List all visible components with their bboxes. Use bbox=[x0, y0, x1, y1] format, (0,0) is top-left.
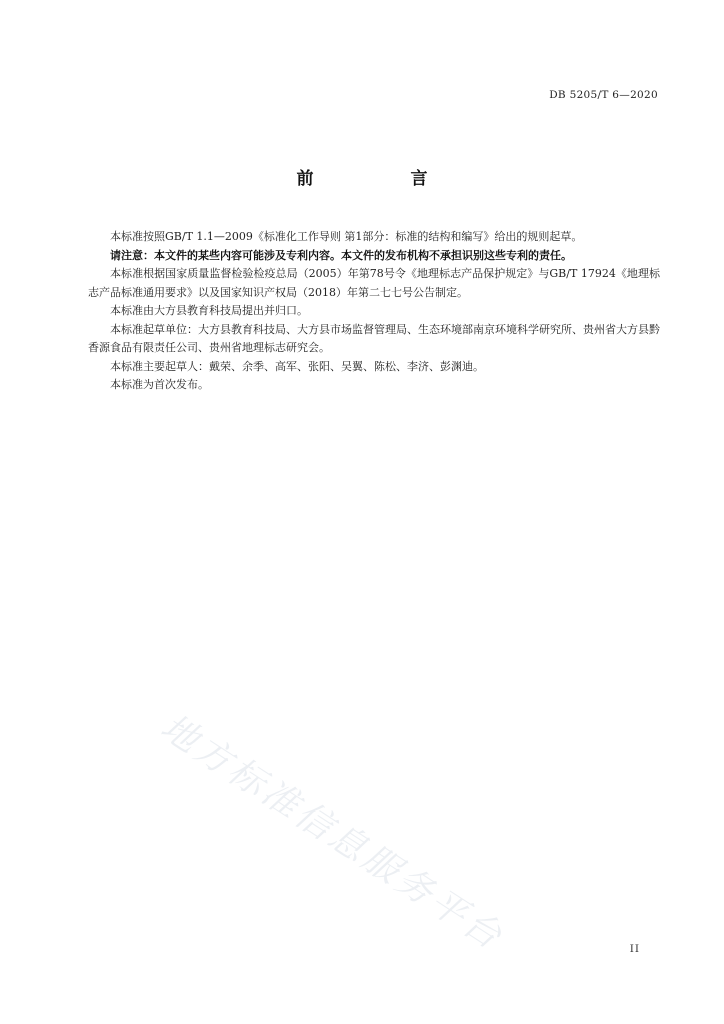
paragraph-first-release: 本标准为首次发布。 bbox=[110, 378, 209, 391]
watermark: 地方标准信息服务平台 bbox=[153, 706, 512, 959]
paragraph-drafting-rules: 本标准按照GB/T 1.1—2009《标准化工作导则 第1部分：标准的结构和编写》给出的规则起草。 bbox=[110, 230, 583, 243]
paragraph-basis: 本标准根据国家质量监督检验检疫总局（2005）年第78号令《地理标志产品保护规定》与GB/T 17924《地理标志产品标准通用要求》以及国家知识产权局（2018）年第二七七号公告制定。 bbox=[88, 267, 660, 299]
page-title: 前 言 bbox=[296, 169, 468, 189]
document-code: DB 5205/T 6—2020 bbox=[549, 89, 658, 101]
foreword-body bbox=[88, 228, 660, 395]
page-number: II bbox=[629, 943, 640, 955]
paragraph-patent-notice: 请注意：本文件的某些内容可能涉及专利内容。本文件的发布机构不承担识别这些专利的责任。 bbox=[110, 248, 572, 262]
paragraph-drafting-units: 本标准起草单位：大方县教育科技局、大方县市场监督管理局、生态环境部南京环境科学研究所、贵州省大方县黔香源食品有限责任公司、贵州省地理标志研究会。 bbox=[88, 322, 660, 354]
paragraph-proposer: 本标准由大方县教育科技局提出并归口。 bbox=[110, 304, 308, 317]
paragraph-drafters: 本标准主要起草人：戴荣、余季、高军、张阳、吴翼、陈松、李济、彭渊迪。 bbox=[110, 359, 484, 373]
